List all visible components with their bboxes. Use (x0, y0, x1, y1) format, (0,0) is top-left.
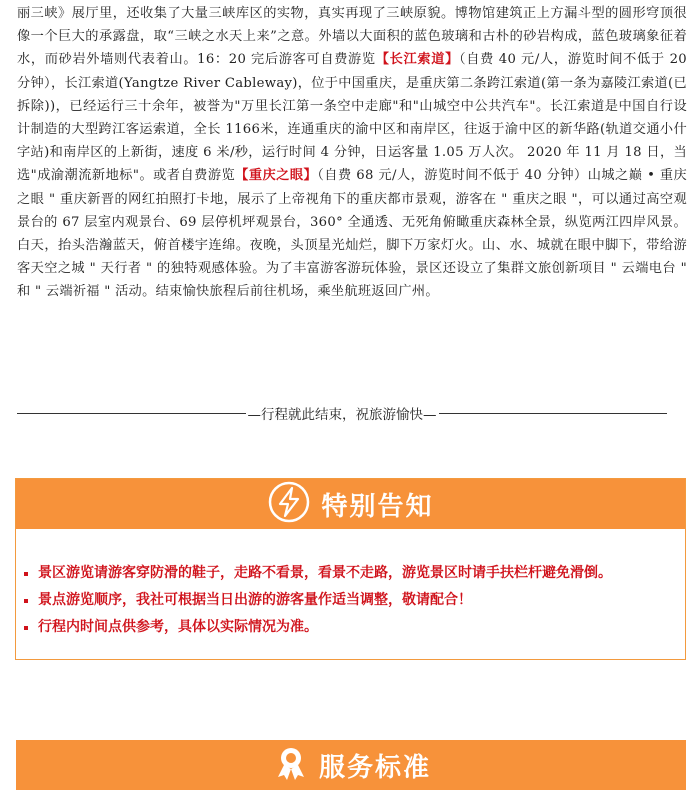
paragraph-text-part1: 丽三峡》展厅里，还收集了大量三峡库区的实物，真实再现了三峡原貌。博物馆建筑正上方漏斗型的圆形穹顶很像一个巨大的承露盘，取“三峡之水天上来”之意。外墙以大面积的蓝色玻璃和古朴的砂岩构成，蓝色玻璃象征着水，而砂岩外墙则代表着山。16：20 完后游客可自费游览 (17, 6, 687, 68)
award-ribbon-icon (271, 743, 311, 787)
notice-list (16, 529, 685, 641)
paragraph-text-part2: （自费 40 元/人，游览时间不低于 20 分钟），长江索道(Yangtze River Cableway)，位于中国重庆，是重庆第二条跨江索道(第一条为嘉陵江索道(已拆除))，已经运行三十余年，被誉为"万里长江第一条空中走廊"和"山城空中公共汽车"。长江索道是中国自行设计制造的大型跨江客运索道，全长 1166米，连通重庆的渝中区和南岸区，往返于渝中区的新华路(轨道交通小什字站)和南岸区的上新街，速度 6 米/秒，运行时间 4 分钟，日运客量 1.05 万人次。 2020 年 11 月 18 日，当选"成渝潮流新地标"。或者自费游览 (17, 52, 688, 184)
notice-item (24, 560, 685, 587)
itinerary-end-text: —行程就此结束，祝旅游愉快— (247, 407, 437, 423)
bullet-icon (24, 626, 28, 630)
service-standard-title: 服务标准 (318, 752, 431, 783)
itinerary-paragraph (17, 2, 687, 304)
divider-right (439, 413, 668, 414)
special-notice-banner (16, 479, 685, 529)
notice-item-text: 行程内时间点供参考，具体以实际情况为准。 (38, 619, 318, 635)
bullet-icon (24, 599, 28, 603)
paragraph-text-part3: （自费 68 元/人，游览时间不低于 40 分钟）山城之巅 • 重庆之眼 " 重庆新晋的网红拍照打卡地，展示了上帝视角下的重庆都市景观，游客在 " 重庆之眼 "，可以通过高空观景台的 67 层室内观景台、69 层停机坪观景台，360° 全通透、无死角俯瞰重庆森林全景，纵览两江四岸风景。白天，抬头浩瀚蓝天，俯首楼宇连绵。夜晚，头顶星光灿烂，脚下万家灯火。山、水、城就在眼中脚下，带给游客天空之城 " 天行者 " 的独特观感体验。为了丰富游客游玩体验，景区还设立了集群文旅创新项目 " 云端电台 " 和 " 云端祈福 " 活动。结束愉快旅程后前往机场，乘坐航班返回广州。 (17, 168, 687, 300)
cableway-highlight: 【长江索道】 (375, 52, 459, 68)
notice-item-text: 景区游览请游客穿防滑的鞋子，走路不看景，看景不走路，游览景区时请手扶栏杆避免滑倒。 (38, 565, 612, 581)
notice-item (24, 614, 685, 641)
divider-left (17, 413, 246, 414)
service-standard-banner (16, 740, 686, 790)
itinerary-end-line (17, 403, 667, 423)
bullet-icon (24, 572, 28, 576)
special-notice-title: 特别告知 (321, 491, 434, 522)
notice-item-text: 景点游览顺序，我社可根据当日出游的游客量作适当调整，敬请配合！ (38, 592, 472, 608)
special-notice-section (15, 478, 686, 660)
chongqing-eye-highlight: 【重庆之眼】 (235, 168, 318, 184)
lightning-icon (267, 480, 311, 528)
notice-item (24, 587, 685, 614)
